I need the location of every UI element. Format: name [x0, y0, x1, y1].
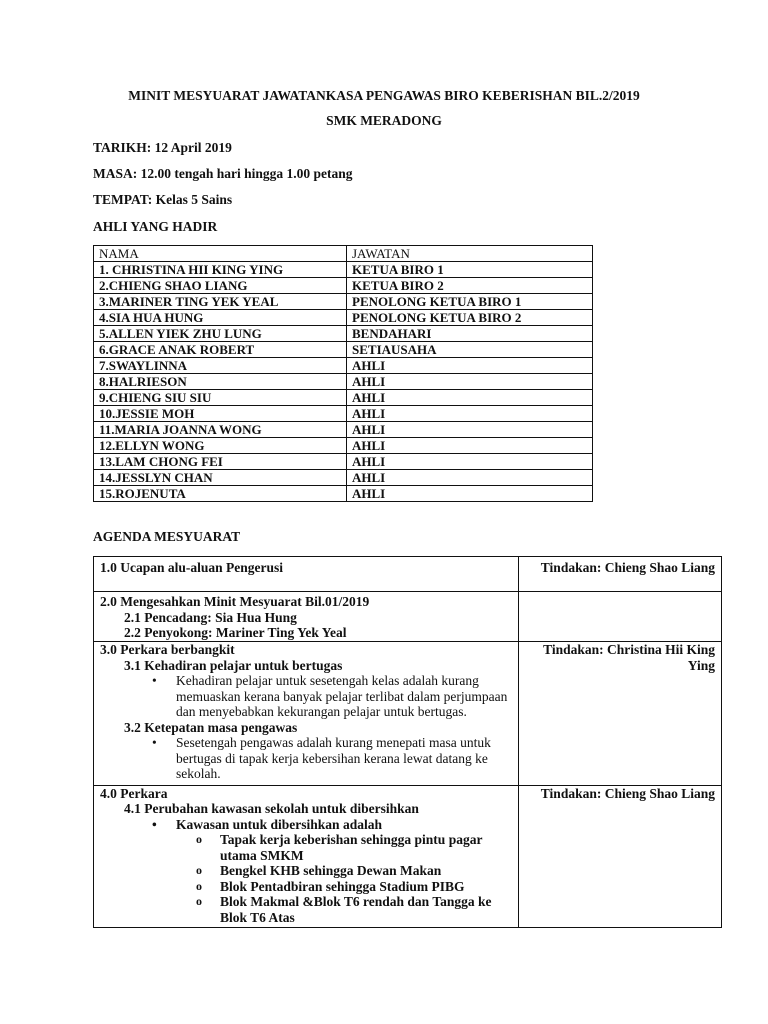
agenda-subitem: 2.1 Pencadang: Sia Hua Hung [124, 609, 297, 625]
member-name: 5.ALLEN YIEK ZHU LUNG [94, 326, 347, 342]
agenda-subitem: 3.2 Ketepatan masa pengawas [124, 719, 298, 735]
agenda-action-cell [519, 592, 722, 642]
member-role: SETIAUSAHA [347, 342, 593, 358]
bullet-item: • Kehadiran pelajar untuk sesetengah kelas adalah kurang memuaskan kerana banyak pelajar terlibat dalam perjumpaan dan menyebabkan kekurangan pelajar untuk bertugas. [176, 673, 518, 720]
table-row [94, 486, 593, 502]
column-header-nama: NAMA [94, 246, 347, 262]
member-role: AHLI [347, 406, 593, 422]
table-row [94, 278, 593, 294]
attendance-heading: AHLI YANG HADIR [93, 219, 218, 234]
agenda-subitem: 2.2 Penyokong: Mariner Ting Yek Yeal [124, 625, 347, 640]
sub-bullet-item: o Bengkel KHB sehingga Dewan Makan [220, 863, 518, 879]
attendance-table [93, 245, 593, 502]
member-name: 6.GRACE ANAK ROBERT [94, 342, 347, 358]
member-role: AHLI [347, 358, 593, 374]
document-title: MINIT MESYUARAT JAWATANKASA PENGAWAS BIRO KEBERISHAN BIL.2/2019 [128, 88, 640, 103]
table-row [94, 454, 593, 470]
agenda-item-title: 3.0 Perkara berbangkit [100, 642, 235, 657]
agenda-action-cell [519, 785, 722, 928]
member-name: 1. CHRISTINA HII KING YING [94, 262, 347, 278]
agenda-action-continued: Ying [687, 657, 715, 673]
agenda-subitem: 3.1 Kehadiran pelajar untuk bertugas [124, 657, 343, 673]
member-name: 13.LAM CHONG FEI [94, 454, 347, 470]
column-header-jawatan: JAWATAN [347, 246, 593, 262]
member-name: 3.MARINER TING YEK YEAL [94, 294, 347, 310]
agenda-action: Tindakan: Chieng Shao Liang [540, 560, 715, 575]
member-role: AHLI [347, 470, 593, 486]
member-role: PENOLONG KETUA BIRO 2 [347, 310, 593, 326]
table-row [94, 262, 593, 278]
agenda-action: Tindakan: Chieng Shao Liang [540, 785, 715, 801]
agenda-row [94, 557, 722, 592]
agenda-item-cell [94, 642, 519, 786]
member-role: AHLI [347, 422, 593, 438]
meeting-date: TARIKH: 12 April 2019 [93, 140, 232, 155]
sub-bullet-list [176, 832, 518, 925]
agenda-action-cell [519, 557, 722, 592]
bullet-list [100, 673, 518, 720]
member-role: AHLI [347, 438, 593, 454]
member-role: AHLI [347, 374, 593, 390]
agenda-action: Tindakan: Christina Hii King [543, 642, 715, 657]
table-row [94, 310, 593, 326]
member-name: 8.HALRIESON [94, 374, 347, 390]
member-role: KETUA BIRO 2 [347, 278, 593, 294]
member-name: 7.SWAYLINNA [94, 358, 347, 374]
agenda-subitem: 4.1 Perubahan kawasan sekolah untuk dibersihkan [124, 801, 419, 816]
sub-bullet-item: o Blok Pentadbiran sehingga Stadium PIBG [220, 879, 518, 895]
table-row [94, 422, 593, 438]
table-row [94, 470, 593, 486]
agenda-table [93, 556, 722, 928]
agenda-row [94, 785, 722, 928]
agenda-row [94, 642, 722, 786]
member-role: KETUA BIRO 1 [347, 262, 593, 278]
table-row [94, 406, 593, 422]
agenda-action-cell [519, 642, 722, 786]
meeting-place: TEMPAT: Kelas 5 Sains [93, 192, 233, 207]
agenda-item-cell [94, 557, 519, 592]
member-name: 15.ROJENUTA [94, 486, 347, 502]
bullet-list [100, 735, 518, 782]
meeting-time: MASA: 12.00 tengah hari hingga 1.00 petang [93, 166, 353, 181]
member-name: 9.CHIENG SIU SIU [94, 390, 347, 406]
table-row [94, 342, 593, 358]
sub-bullet-item: o Tapak kerja keberishan sehingga pintu pagar utama SMKM [220, 832, 518, 863]
school-name: SMK MERADONG [326, 113, 442, 128]
member-name: 11.MARIA JOANNA WONG [94, 422, 347, 438]
agenda-row [94, 592, 722, 642]
member-name: 2.CHIENG SHAO LIANG [94, 278, 347, 294]
table-row [94, 358, 593, 374]
member-name: 4.SIA HUA HUNG [94, 310, 347, 326]
table-row [94, 326, 593, 342]
bullet-list [100, 817, 518, 926]
agenda-heading: AGENDA MESYUARAT [93, 529, 241, 544]
table-row [94, 374, 593, 390]
member-name: 10.JESSIE MOH [94, 406, 347, 422]
agenda-item-title: 2.0 Mengesahkan Minit Mesyuarat Bil.01/2019 [100, 594, 370, 609]
table-header-row [94, 246, 593, 262]
member-name: 12.ELLYN WONG [94, 438, 347, 454]
table-row [94, 438, 593, 454]
member-role: PENOLONG KETUA BIRO 1 [347, 294, 593, 310]
agenda-item-title: 1.0 Ucapan alu-aluan Pengerusi [100, 560, 284, 575]
bullet-item: • Sesetengah pengawas adalah kurang menepati masa untuk bertugas di tapak kerja kebersihan kerana lewat datang ke sekolah. [176, 735, 518, 782]
bullet-item [176, 817, 518, 926]
agenda-item-cell [94, 785, 519, 928]
table-row [94, 390, 593, 406]
member-role: AHLI [347, 486, 593, 502]
agenda-item-cell [94, 592, 519, 642]
sub-bullet-item: o Blok Makmal &Blok T6 rendah dan Tangga ke Blok T6 Atas [220, 894, 518, 925]
agenda-item-title: 4.0 Perkara [100, 785, 168, 801]
member-role: BENDAHARI [347, 326, 593, 342]
member-name: 14.JESSLYN CHAN [94, 470, 347, 486]
table-row [94, 294, 593, 310]
member-role: AHLI [347, 454, 593, 470]
bullet-text: Kawasan untuk dibersihkan adalah [176, 816, 382, 832]
member-role: AHLI [347, 390, 593, 406]
